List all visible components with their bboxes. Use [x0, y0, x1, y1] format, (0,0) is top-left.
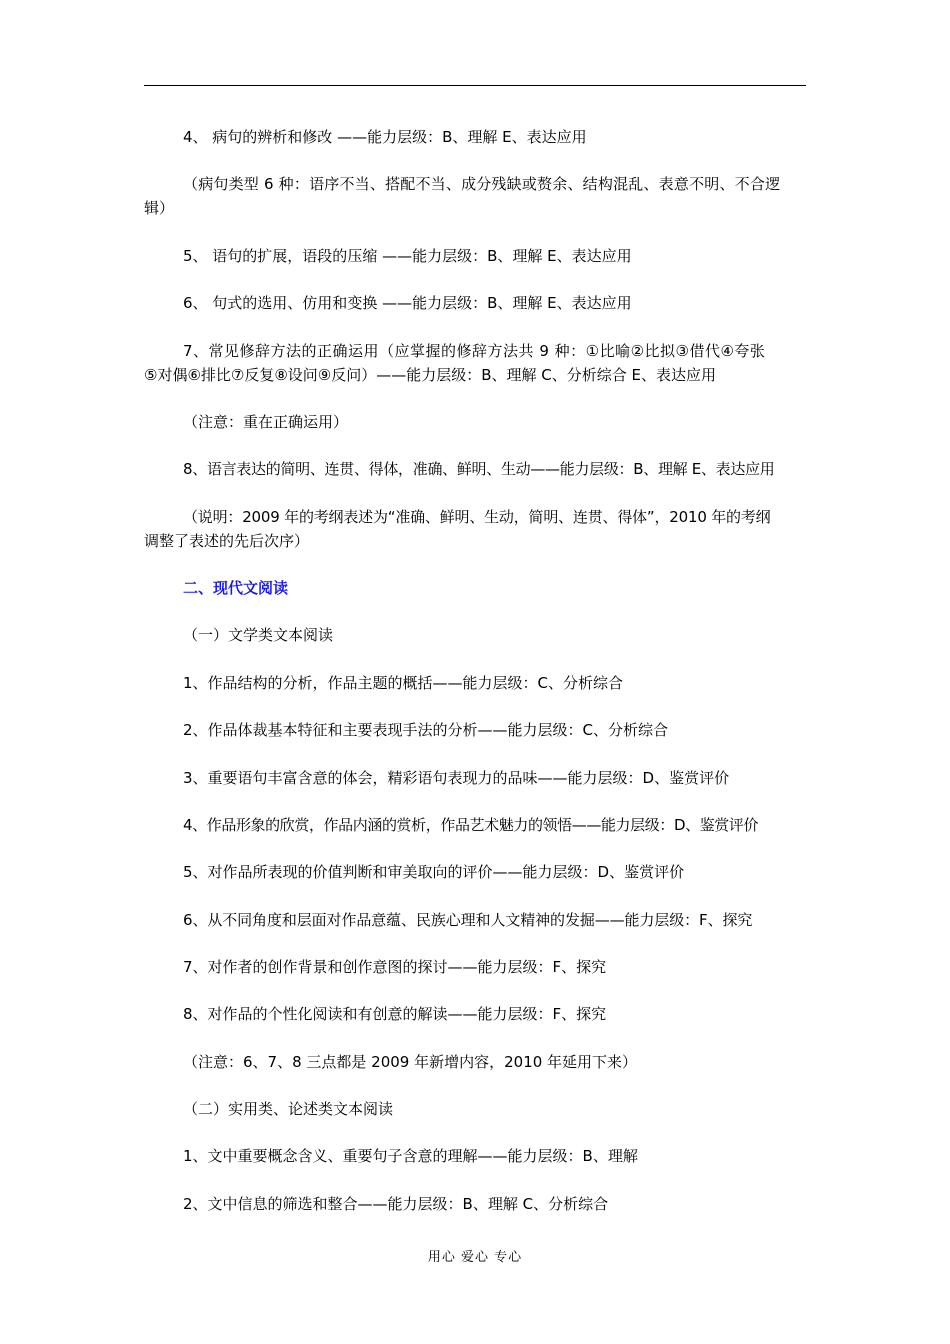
subsection-shiyong: （二）实用类、论述类文本阅读	[183, 1100, 394, 1118]
note-shuoming: （说明：2009 年的考纲表述为“准确、鲜明、生动，简明、连贯、得体”，2010 年的考纲	[183, 508, 771, 526]
wenxue-item-6: 6、从不同角度和层面对作品意蕴、民族心理和人文精神的发掘——能力层级：F、探究	[183, 911, 753, 929]
header-rule	[144, 85, 806, 86]
shiyong-item-2: 2、文中信息的筛选和整合——能力层级：B、理解 C、分析综合	[183, 1195, 609, 1213]
subsection-wenxue: （一）文学类文本阅读	[183, 626, 334, 644]
wenxue-item-5: 5、对作品所表现的价值判断和审美取向的评价——能力层级：D、鉴赏评价	[183, 863, 685, 881]
item-6-jushi: 6、 句式的选用、仿用和变换 ——能力层级：B、理解 E、表达应用	[183, 294, 632, 312]
wenxue-item-3: 3、重要语句丰富含意的体会，精彩语句表现力的品味——能力层级：D、鉴赏评价	[183, 769, 730, 787]
wenxue-item-8: 8、对作品的个性化阅读和有创意的解读——能力层级：F、探究	[183, 1005, 607, 1023]
item-7-xiuci-cont: ⑤对偶⑥排比⑦反复⑧设问⑨反问）——能力层级：B、理解 C、分析综合 E、表达应用	[144, 366, 717, 384]
wenxue-item-2: 2、作品体裁基本特征和主要表现手法的分析——能力层级：C、分析综合	[183, 721, 669, 739]
wenxue-item-7: 7、对作者的创作背景和创作意图的探讨——能力层级：F、探究	[183, 958, 607, 976]
item-7-xiuci: 7、常见修辞方法的正确运用（应掌握的修辞方法共 9 种：①比喻②比拟③借代④夸张	[183, 342, 766, 360]
item-4-bingju: 4、 病句的辨析和修改 ——能力层级：B、理解 E、表达应用	[183, 128, 587, 146]
item-8-yuyan: 8、语言表达的简明、连贯、得体，准确、鲜明、生动——能力层级：B、理解 E、表达应用	[183, 460, 775, 478]
shiyong-item-1: 1、文中重要概念含义、重要句子含意的理解——能力层级：B、理解	[183, 1147, 638, 1165]
note-bingju-types-cont: 辑）	[144, 199, 175, 217]
note-xinzeng: （注意：6、7、8 三点都是 2009 年新增内容，2010 年延用下来）	[183, 1053, 638, 1071]
note-zhengque: （注意：重在正确运用）	[183, 413, 349, 431]
note-shuoming-cont: 调整了表述的先后次序）	[144, 532, 310, 550]
wenxue-item-4: 4、作品形象的欣赏，作品内涵的赏析，作品艺术魅力的领悟——能力层级：D、鉴赏评价	[183, 816, 759, 834]
item-5-kuozhan: 5、 语句的扩展，语段的压缩 ——能力层级：B、理解 E、表达应用	[183, 247, 632, 265]
section-heading-xiandaiwen: 二、现代文阅读	[183, 579, 289, 597]
page-footer: 用心 爱心 专心	[427, 1250, 523, 1265]
note-bingju-types: （病句类型 6 种：语序不当、搭配不当、成分残缺或赘余、结构混乱、表意不明、不合逻	[183, 175, 781, 193]
wenxue-item-1: 1、作品结构的分析，作品主题的概括——能力层级：C、分析综合	[183, 674, 624, 692]
